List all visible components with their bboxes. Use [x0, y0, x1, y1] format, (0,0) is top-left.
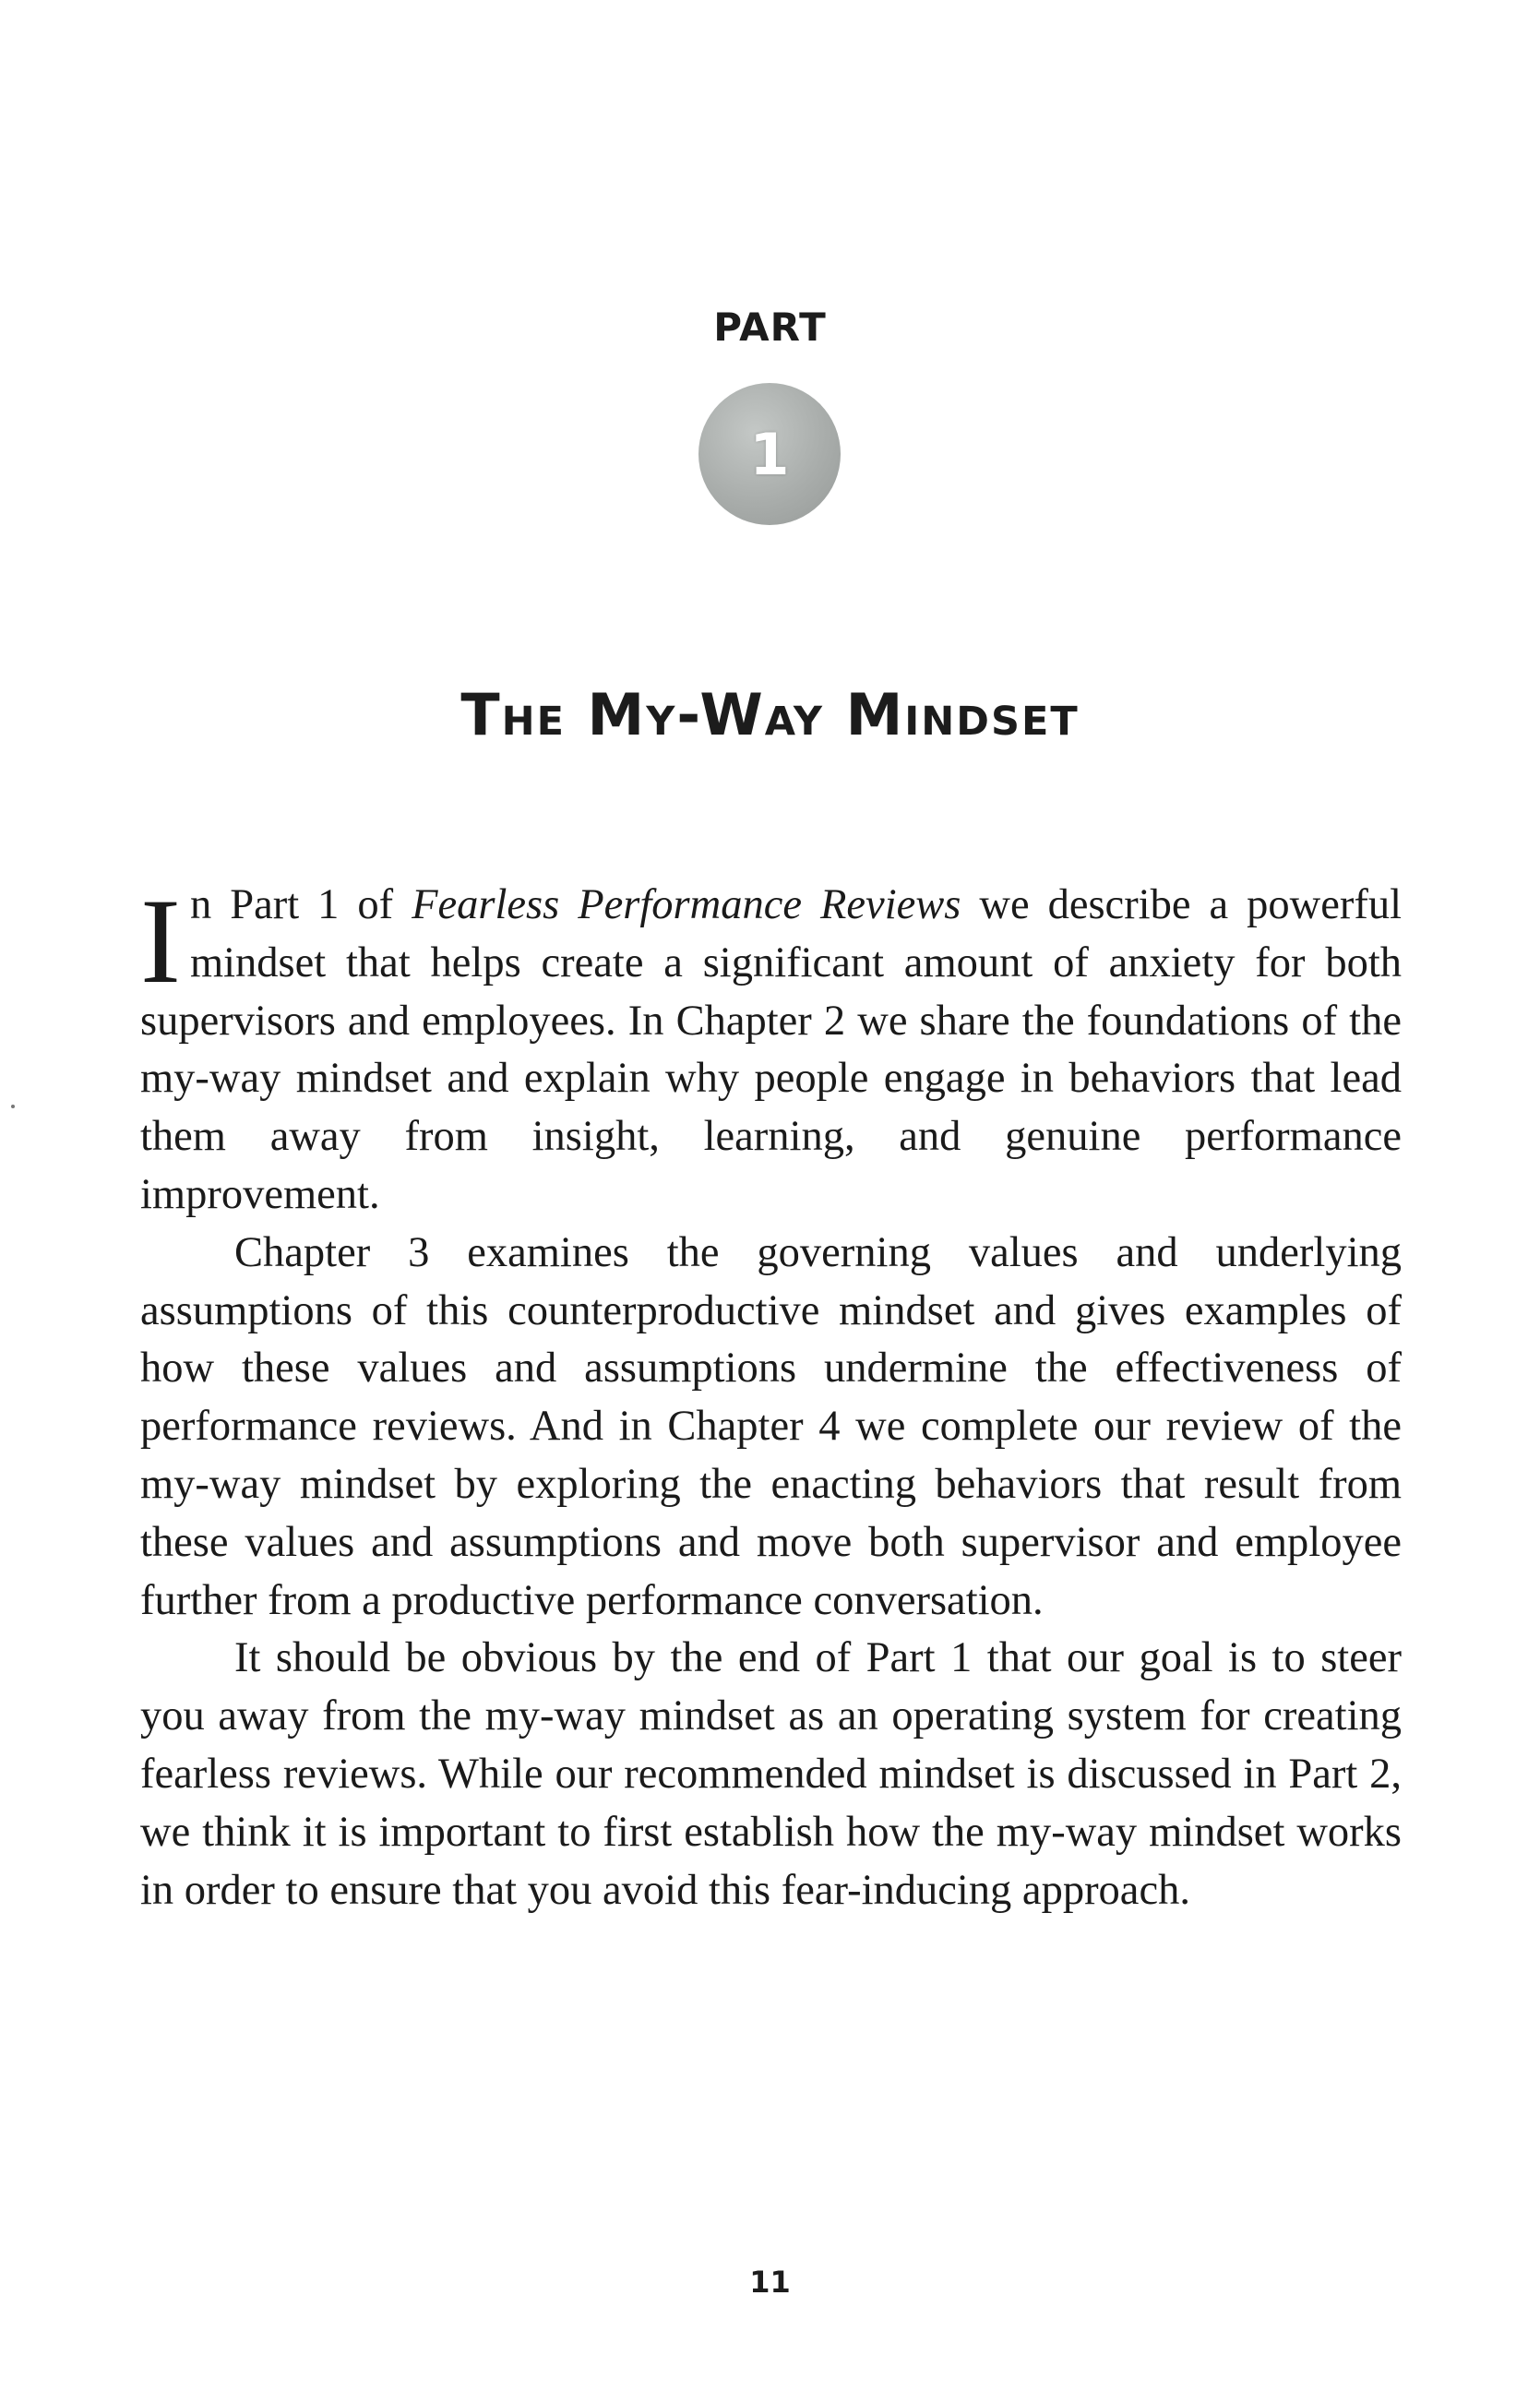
- paragraph-3: It should be obvious by the end of Part 1 that our goal is to steer you away from the my-way mindset as an operating system for creating fearless reviews. While our recommended mindset is discussed in Part 2, we think it is important to first establish how the my-way mindset works in order to ensure that you avoid this fear-inducing approach.: [140, 1634, 1402, 1914]
- paragraph-1-text-b: we describe a powerful mindset that helps create a significant amount of anxiety for both supervisors and employees. In Chapter 2 we share the foundations of the my-way mindset and explain why people engage in behaviors that lead them away from insight, learning, and genuine performance improvement.: [140, 881, 1402, 1218]
- paragraph-1-text-a: n Part 1 of: [189, 881, 412, 928]
- body-text: [140, 873, 1402, 1919]
- chapter-title: The My-Way Mindset: [460, 681, 1080, 748]
- book-title-italic: Fearless Performance Reviews: [412, 881, 961, 928]
- page-number: 11: [749, 2265, 791, 2300]
- paragraph-1: [140, 873, 1402, 1225]
- paragraph-2: Chapter 3 examines the governing values and underlying assumptions of this counterproductive mindset and gives examples of how these values and assumptions undermine the effectiveness of performance reviews. And in Chapter 4 we complete our review of the my-way mindset by exploring the enacting behaviors that result from these values and assumptions and move both supervisor and employee further from a productive performance conversation.: [140, 1228, 1402, 1624]
- part-number-badge: [698, 383, 841, 525]
- part-number: 1: [749, 420, 790, 488]
- drop-cap: I: [140, 873, 181, 1009]
- part-label: PART: [713, 305, 827, 350]
- scan-speck: [11, 1105, 15, 1108]
